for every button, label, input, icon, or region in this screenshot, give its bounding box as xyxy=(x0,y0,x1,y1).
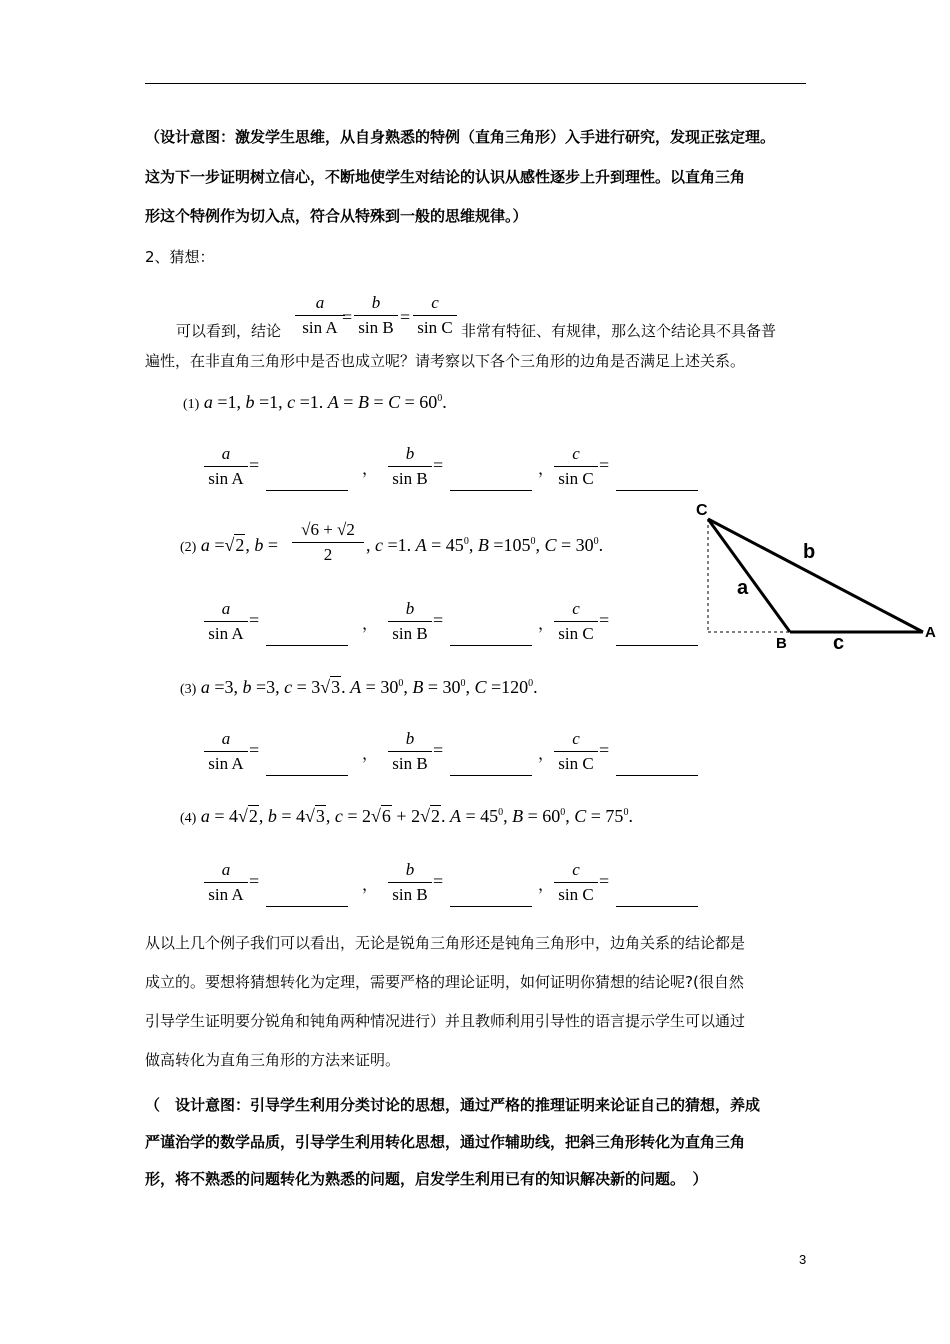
numerator: b xyxy=(405,599,415,618)
answer-blank[interactable] xyxy=(616,645,698,646)
conjecture-tail: 非常有特征、有规律，那么这个结论具不具备普 xyxy=(461,322,777,340)
example-2: (2) a =√2, b = xyxy=(180,535,279,555)
comma: ， xyxy=(538,461,555,478)
side-b-label: b xyxy=(803,541,816,563)
equals-sign: = xyxy=(249,455,260,475)
equals-sign: = xyxy=(433,740,444,760)
denominator: 2 xyxy=(323,545,333,564)
numerator: b xyxy=(405,729,415,748)
denominator: sin C xyxy=(558,885,594,904)
answer-blank[interactable] xyxy=(450,645,532,646)
conjecture-line2: 遍性，在非直角三角形中是否也成立呢？请考察以下各个三角形的边角是否满足上述关系。 xyxy=(145,352,746,370)
denominator: sin B xyxy=(392,885,428,904)
intent2-line: 形，将不熟悉的问题转化为熟悉的问题，启发学生利用已有的知识解决新的问题。 ） xyxy=(145,1170,708,1188)
equals-sign: = xyxy=(599,871,610,891)
denominator: sin B xyxy=(358,318,394,337)
ratio-fraction xyxy=(388,598,432,645)
side-a-label: a xyxy=(737,577,749,599)
fraction-a-sinA xyxy=(295,292,345,339)
conclusion-line: 做高转化为直角三角形的方法来证明。 xyxy=(145,1051,401,1069)
equals-sign: = xyxy=(599,740,610,760)
ratio-fraction xyxy=(554,443,598,490)
example-number: (2) xyxy=(180,540,197,555)
numerator: b xyxy=(371,293,381,312)
page-number: 3 xyxy=(799,1252,807,1267)
equals-sign: = xyxy=(342,307,353,327)
ratio-fraction xyxy=(388,859,432,906)
denominator: sin A xyxy=(208,754,244,773)
comma: ， xyxy=(362,746,379,763)
answer-blank[interactable] xyxy=(266,906,348,907)
denominator: sin C xyxy=(558,754,594,773)
ratio-fraction xyxy=(204,859,248,906)
equals-sign: = xyxy=(249,740,260,760)
example-number: (3) xyxy=(180,682,197,697)
ratio-fraction xyxy=(554,598,598,645)
answer-blank[interactable] xyxy=(266,775,348,776)
denominator: sin C xyxy=(558,624,594,643)
example-4: (4) a = 4√2, b = 4√3, c = 2√6 + 2√2. $A = 45^0$, $B = 60^0$, $C = 75^0$. xyxy=(180,806,633,826)
example-number: (4) xyxy=(180,811,197,826)
comma: ， xyxy=(538,616,555,633)
conclusion-line: 引导学生证明要分锐角和钝角两种情况进行）并且教师利用引导性的语言提示学生可以通过 xyxy=(145,1012,746,1030)
header-rule xyxy=(145,83,806,84)
denominator: sin B xyxy=(392,469,428,488)
vertex-B-label: B xyxy=(776,635,787,652)
numerator: b xyxy=(405,444,415,463)
side-b xyxy=(708,519,923,632)
numerator: a xyxy=(221,860,231,879)
denominator xyxy=(295,317,345,339)
answer-blank[interactable] xyxy=(616,775,698,776)
numerator: a xyxy=(221,729,231,748)
comma: ， xyxy=(362,461,379,478)
conjecture-lead: 可以看到，结论 xyxy=(176,322,282,340)
example-2-b-fraction xyxy=(292,519,364,566)
side-a xyxy=(708,519,790,632)
numerator: a xyxy=(221,444,231,463)
ratio-fraction xyxy=(554,728,598,775)
equals-sign: = xyxy=(249,871,260,891)
answer-blank[interactable] xyxy=(266,490,348,491)
degree-mark: 0 xyxy=(437,393,443,404)
numerator: c xyxy=(572,599,580,618)
numerator: c xyxy=(572,860,580,879)
answer-blank[interactable] xyxy=(450,490,532,491)
intent1-line: 这为下一步证明树立信心，不断地使学生对结论的认识从感性逐步上升到理性。以直角三角 xyxy=(145,168,746,186)
intent1-line: （设计意图：激发学生思维，从自身熟悉的特例（直角三角形）入手进行研究，发现正弦定理。 xyxy=(145,128,776,146)
equals-sign: = xyxy=(433,455,444,475)
example-2-rest: , c =1. $A = 45^0$, $B =105^0$, $C = 30^0$. xyxy=(366,535,604,555)
denominator: sin A xyxy=(208,885,244,904)
ratio-fraction xyxy=(388,443,432,490)
denominator: sin A xyxy=(208,469,244,488)
section-heading: 2、猜想： xyxy=(145,248,215,266)
fraction-b-sinB xyxy=(354,292,398,339)
comma: ， xyxy=(362,616,379,633)
comma: ， xyxy=(362,877,379,894)
numerator: c xyxy=(431,293,439,312)
ratio-fraction xyxy=(388,728,432,775)
period: . xyxy=(442,392,447,412)
denominator: sin C xyxy=(558,469,594,488)
example-number: (1) xyxy=(183,397,200,412)
vertex-A-label: A xyxy=(925,624,936,641)
vertex-C-label: C xyxy=(696,502,708,519)
equals-sign: = xyxy=(249,610,260,630)
equals-sign: = xyxy=(433,610,444,630)
example-3: (3) a =3, b =3, c = 3√3. $A = 30^0$, $B = 30^0$, $C =120^0$. xyxy=(180,677,538,697)
obtuse-triangle-figure xyxy=(690,495,945,660)
numerator: c xyxy=(572,729,580,748)
intent1-line: 形这个特例作为切入点，符合从特殊到一般的思维规律。） xyxy=(145,207,528,225)
numerator: c xyxy=(572,444,580,463)
ratio-fraction xyxy=(204,443,248,490)
ratio-fraction xyxy=(204,598,248,645)
conclusion-line: 成立的。要想将猜想转化为定理，需要严格的理论证明，如何证明你猜想的结论呢?(很自然 xyxy=(145,973,744,991)
answer-blank[interactable] xyxy=(616,906,698,907)
comma: ， xyxy=(538,746,555,763)
denominator: sin C xyxy=(417,318,453,337)
answer-blank[interactable] xyxy=(616,490,698,491)
answer-blank[interactable] xyxy=(450,775,532,776)
numerator: √6 + √2 xyxy=(301,520,355,539)
denominator: sin B xyxy=(392,624,428,643)
equals-sign: = xyxy=(433,871,444,891)
example-1: (1) a =1, b =1, c =1. $A = B = C = 60^0$. xyxy=(183,392,447,412)
equals-sign: = xyxy=(599,455,610,475)
intent2-line: 严谨治学的数学品质，引导学生利用转化思想，通过作辅助线，把斜三角形转化为直角三角 xyxy=(145,1133,746,1151)
ratio-fraction xyxy=(554,859,598,906)
numerator: b xyxy=(405,860,415,879)
intent2-line: （ 设计意图：引导学生利用分类讨论的思想，通过严格的推理证明来论证自己的猜想，养成 xyxy=(145,1096,761,1114)
comma: ， xyxy=(538,877,555,894)
answer-blank[interactable] xyxy=(266,645,348,646)
numerator: a xyxy=(221,599,231,618)
equals-sign: = xyxy=(599,610,610,630)
sin-label: sin A xyxy=(302,318,338,337)
equals-sign: = xyxy=(400,307,411,327)
conclusion-line: 从以上几个例子我们可以看出，无论是锐角三角形还是钝角三角形中，边角关系的结论都是 xyxy=(145,934,746,952)
numerator: a xyxy=(315,293,325,312)
ratio-fraction xyxy=(204,728,248,775)
answer-blank[interactable] xyxy=(450,906,532,907)
denominator: sin B xyxy=(392,754,428,773)
side-c-label: c xyxy=(833,632,845,654)
denominator: sin A xyxy=(208,624,244,643)
fraction-c-sinC xyxy=(413,292,457,339)
